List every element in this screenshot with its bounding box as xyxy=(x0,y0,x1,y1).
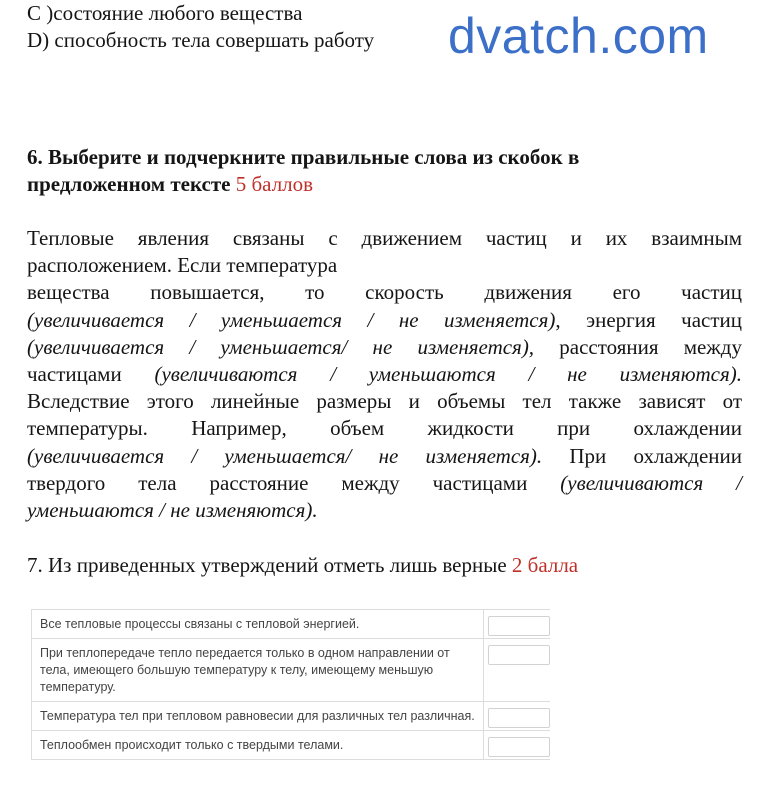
question-6-text xyxy=(27,225,742,524)
question-7-score: 2 балла xyxy=(511,553,579,577)
text-line xyxy=(27,443,742,470)
statement-row xyxy=(31,731,550,760)
text-fragment: расположением. Если температура xyxy=(27,253,338,278)
question-6-title-line1: 6. Выберите и подчеркните правильные слова из скобок в xyxy=(27,145,580,169)
question-6-score: 5 баллов xyxy=(235,172,314,196)
question-6-title-line2: предложенном тексте xyxy=(27,172,231,196)
question-7-title-text: 7. Из приведенных утверждений отметь лишь верные xyxy=(27,553,507,577)
answer-choices: (увеличивается / уменьшается/ не изменяется). xyxy=(27,443,543,468)
text-fragment: , энергия частиц xyxy=(555,307,742,332)
question-7-title xyxy=(27,552,578,579)
watermark-logo: dvatch.com xyxy=(448,8,709,64)
option-d: D) способность тела совершать работу xyxy=(27,28,375,52)
text-fragment: температуры. Например, объем жидкости при охлаждении xyxy=(27,416,742,441)
statement-text: При теплопередаче тепло передается только в одном направлении от тела, имеющего большую температуру к телу, имеющему меньшую температуру. xyxy=(31,639,484,701)
answer-choices: (увеличивается / уменьшается / не изменяется) xyxy=(27,307,556,332)
text-fragment: расстояния между xyxy=(534,334,742,359)
statement-row xyxy=(31,702,550,731)
answer-choices: (увеличиваются / уменьшаются / не изменяются). xyxy=(154,362,742,387)
statements-table xyxy=(31,609,550,760)
answer-field[interactable] xyxy=(488,708,550,728)
answer-field[interactable] xyxy=(488,737,550,757)
answer-field[interactable] xyxy=(488,645,550,665)
text-fragment: При охлаждении xyxy=(542,443,742,468)
option-c: C )состояние любого вещества xyxy=(27,1,303,25)
answer-choices: (увеличивается / уменьшается/ не изменяется), xyxy=(27,334,535,359)
answer-choices: уменьшаются / не изменяются). xyxy=(27,498,318,523)
text-line xyxy=(27,252,742,279)
text-line xyxy=(27,470,742,497)
text-line xyxy=(27,279,742,306)
statement-row xyxy=(31,610,550,639)
text-line xyxy=(27,307,742,334)
text-line xyxy=(27,388,742,415)
question-6-title-second-line xyxy=(27,171,313,198)
question-6-title xyxy=(27,144,579,171)
text-fragment: частицами xyxy=(27,362,155,387)
text-line xyxy=(27,497,742,524)
statement-text: Температура тел при тепловом равновесии для различных тел различная. xyxy=(31,702,484,730)
answer-field[interactable] xyxy=(488,616,550,636)
text-line xyxy=(27,361,742,388)
text-fragment: твердого тела расстояние между частицами xyxy=(27,470,561,495)
answer-choices: (увеличиваются / xyxy=(560,470,742,495)
text-fragment: Вследствие этого линейные размеры и объемы тел также зависят от xyxy=(27,389,742,414)
text-line xyxy=(27,334,742,361)
statement-text: Теплообмен происходит только с твердыми телами. xyxy=(31,731,484,759)
statement-row xyxy=(31,639,550,702)
text-line xyxy=(27,415,742,442)
statement-text: Все тепловые процессы связаны с тепловой энергией. xyxy=(31,610,484,638)
text-fragment: вещества повышается, то скорость движения его частиц xyxy=(27,280,742,305)
text-fragment: Тепловые явления связаны с движением частиц и их взаимным xyxy=(27,226,742,250)
text-line xyxy=(27,225,742,252)
